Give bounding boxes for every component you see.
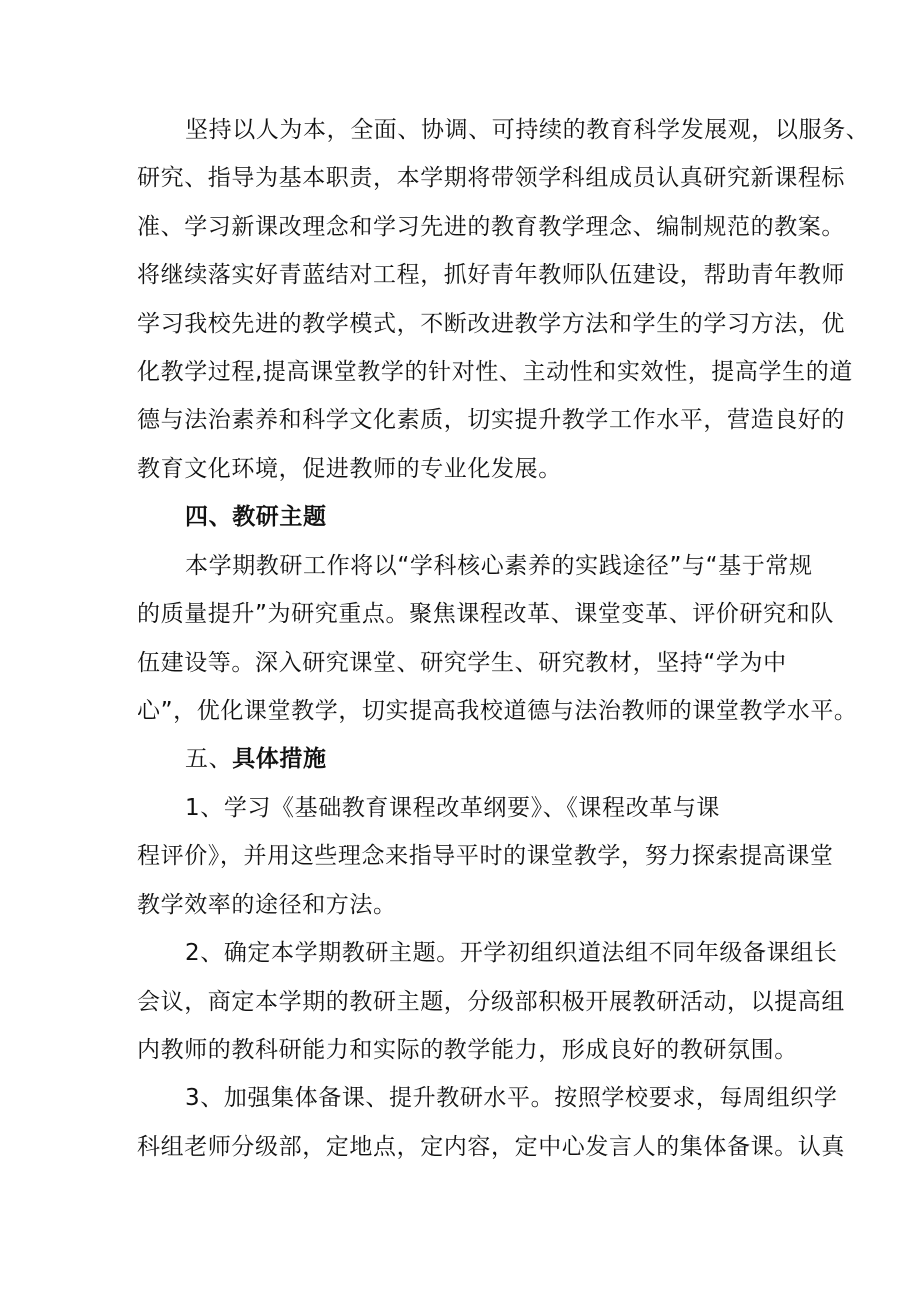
- paragraph-line: 本学期教研工作将以“学科核心素养的实践途径”与“基于常规: [185, 553, 813, 579]
- paragraph-line: 科组老师分级部，定地点，定内容，定中心发言人的集体备课。认真: [137, 1134, 845, 1160]
- paragraph-line: 1、学习《基础教育课程改革纲要》、《课程改革与课: [185, 795, 721, 821]
- paragraph-line: 3、加强集体备课、提升教研水平。按照学校要求，每周组织学: [185, 1085, 838, 1111]
- section-heading-number: 五、: [185, 746, 233, 772]
- paragraph-line: 准、学习新课改理念和学习先进的教育教学理念、编制规范的教案。: [137, 214, 845, 240]
- paragraph-line: 会议，商定本学期的教研主题，分级部积极开展教研活动，以提高组: [137, 989, 845, 1015]
- paragraph-line: 伍建设等。深入研究课堂、研究学生、研究教材，坚持“学为中: [137, 650, 787, 676]
- paragraph-line: 心”，优化课堂教学，切实提高我校道德与法治教师的课堂教学水平。: [137, 698, 858, 724]
- paragraph-line: 将继续落实好青蓝结对工程，抓好青年教师队伍建设，帮助青年教师: [137, 262, 845, 288]
- paragraph-line: 教学效率的途径和方法。: [137, 892, 397, 918]
- paragraph-line: 研究、指导为基本职责，本学期将带领学科组成员认真研究新课程标: [137, 165, 845, 191]
- section-heading-research-theme: 四、教研主题: [185, 504, 327, 530]
- paragraph-line: 2、确定本学期教研主题。开学初组织道法组不同年级备课组长: [185, 940, 838, 966]
- paragraph-line: 程评价》，并用这些理念来指导平时的课堂教学，努力探索提高课堂: [137, 843, 834, 869]
- section-heading-title: 具体措施: [232, 746, 327, 772]
- paragraph-line: 化教学过程,提高课堂教学的针对性、主动性和实效性，提高学生的道: [137, 359, 853, 385]
- paragraph-line: 德与法治素养和科学文化素质，切实提升教学工作水平，营造良好的: [137, 407, 845, 433]
- paragraph-line: 坚持以人为本，全面、协调、可持续的教育科学发展观，以服务、: [185, 117, 870, 143]
- paragraph-line: 教育文化环境，促进教师的专业化发展。: [137, 456, 562, 482]
- paragraph-line: 的质量提升”为研究重点。聚焦课程改革、课堂变革、评价研究和队: [137, 601, 834, 627]
- paragraph-line: 学习我校先进的教学模式，不断改进教学方法和学生的学习方法，优: [137, 311, 845, 337]
- section-heading-measures: [185, 744, 327, 774]
- paragraph-line: 内教师的教科研能力和实际的教学能力，形成良好的教研氛围。: [137, 1037, 798, 1063]
